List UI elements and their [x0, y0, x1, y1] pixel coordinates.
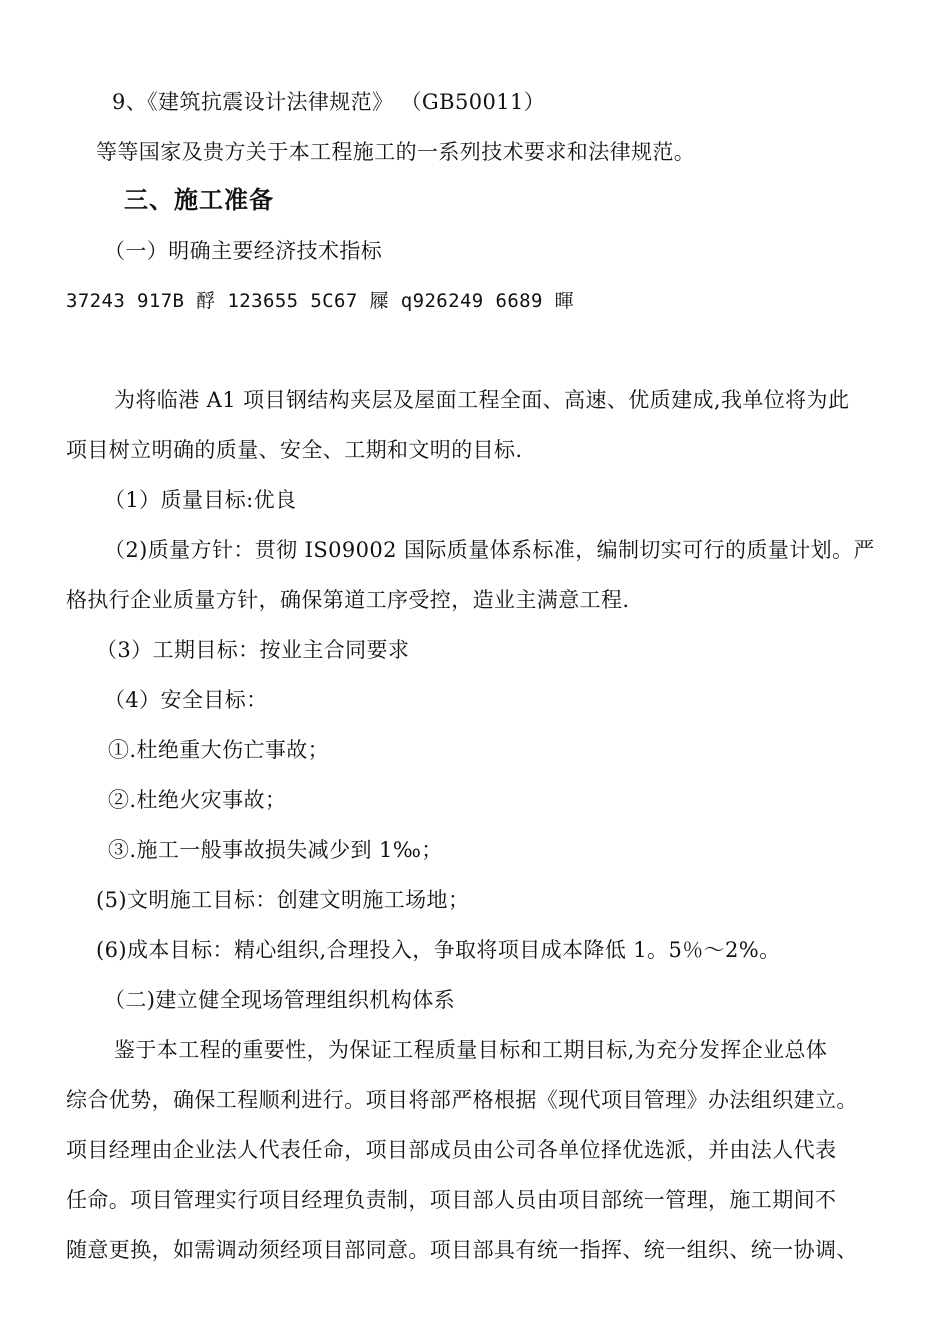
paragraph-organization-line-1: 鉴于本工程的重要性，为保证工程质量目标和工期目标,为充分发挥企业总体 [114, 1038, 828, 1062]
subsection-heading-indicators: （一）明确主要经济技术指标 [104, 239, 383, 263]
section-heading-construction-preparation: 三、施工准备 [124, 186, 274, 214]
standard-item-9: 9、《建筑抗震设计法律规范》 （GB50011） [112, 90, 546, 114]
subsection-heading-organization: （二)建立健全现场管理组织机构体系 [104, 988, 455, 1012]
paragraph-organization-line-3: 项目经理由企业法人代表任命，项目部成员由公司各单位择优选派，并由法人代表 [66, 1138, 837, 1162]
quality-goal: （1）质量目标:优良 [104, 488, 297, 512]
safety-goal: （4）安全目标： [104, 688, 268, 712]
quality-policy-line-2: 格执行企业质量方针，确保第道工序受控，造业主满意工程. [66, 588, 630, 612]
cost-goal: (6)成本目标：精心组织,合理投入，争取将项目成本降低 1。5％～2%。 [96, 938, 781, 962]
paragraph-organization-line-2: 综合优势，确保工程顺利进行。项目将部严格根据《现代项目管理》办法组织建立。 [66, 1088, 858, 1112]
paragraph-organization-line-4: 任命。项目管理实行项目经理负责制，项目部人员由项目部统一管理，施工期间不 [66, 1188, 837, 1212]
quality-policy-line-1: （2)质量方针：贯彻 IS09002 国际质量体系标准，编制切实可行的质量计划。严 [104, 538, 875, 562]
paragraph-organization-line-5: 随意更换，如需调动须经项目部同意。项目部具有统一指挥、统一组织、统一协调、 [66, 1238, 858, 1262]
safety-item-1: ①.杜绝重大伤亡事故； [108, 738, 330, 762]
paragraph-goals-line-1: 为将临港 A1 项目钢结构夹层及屋面工程全面、高速、优质建成,我单位将为此 [114, 388, 850, 412]
schedule-goal: （3）工期目标：按业主合同要求 [96, 638, 410, 662]
safety-item-3: ③.施工一般事故损失减少到 1‰； [108, 838, 443, 862]
standards-summary: 等等国家及贵方关于本工程施工的一系列技术要求和法律规范。 [96, 140, 696, 164]
civilized-construction-goal: (5)文明施工目标：创建文明施工场地； [96, 888, 470, 912]
safety-item-2: ②.杜绝火灾事故； [108, 788, 287, 812]
paragraph-goals-line-2: 项目树立明确的质量、安全、工期和文明的目标. [66, 438, 523, 462]
garbled-code-line: 37243 917B 酻 123655 5C67 屧 q926249 6689 暉 [66, 290, 575, 312]
